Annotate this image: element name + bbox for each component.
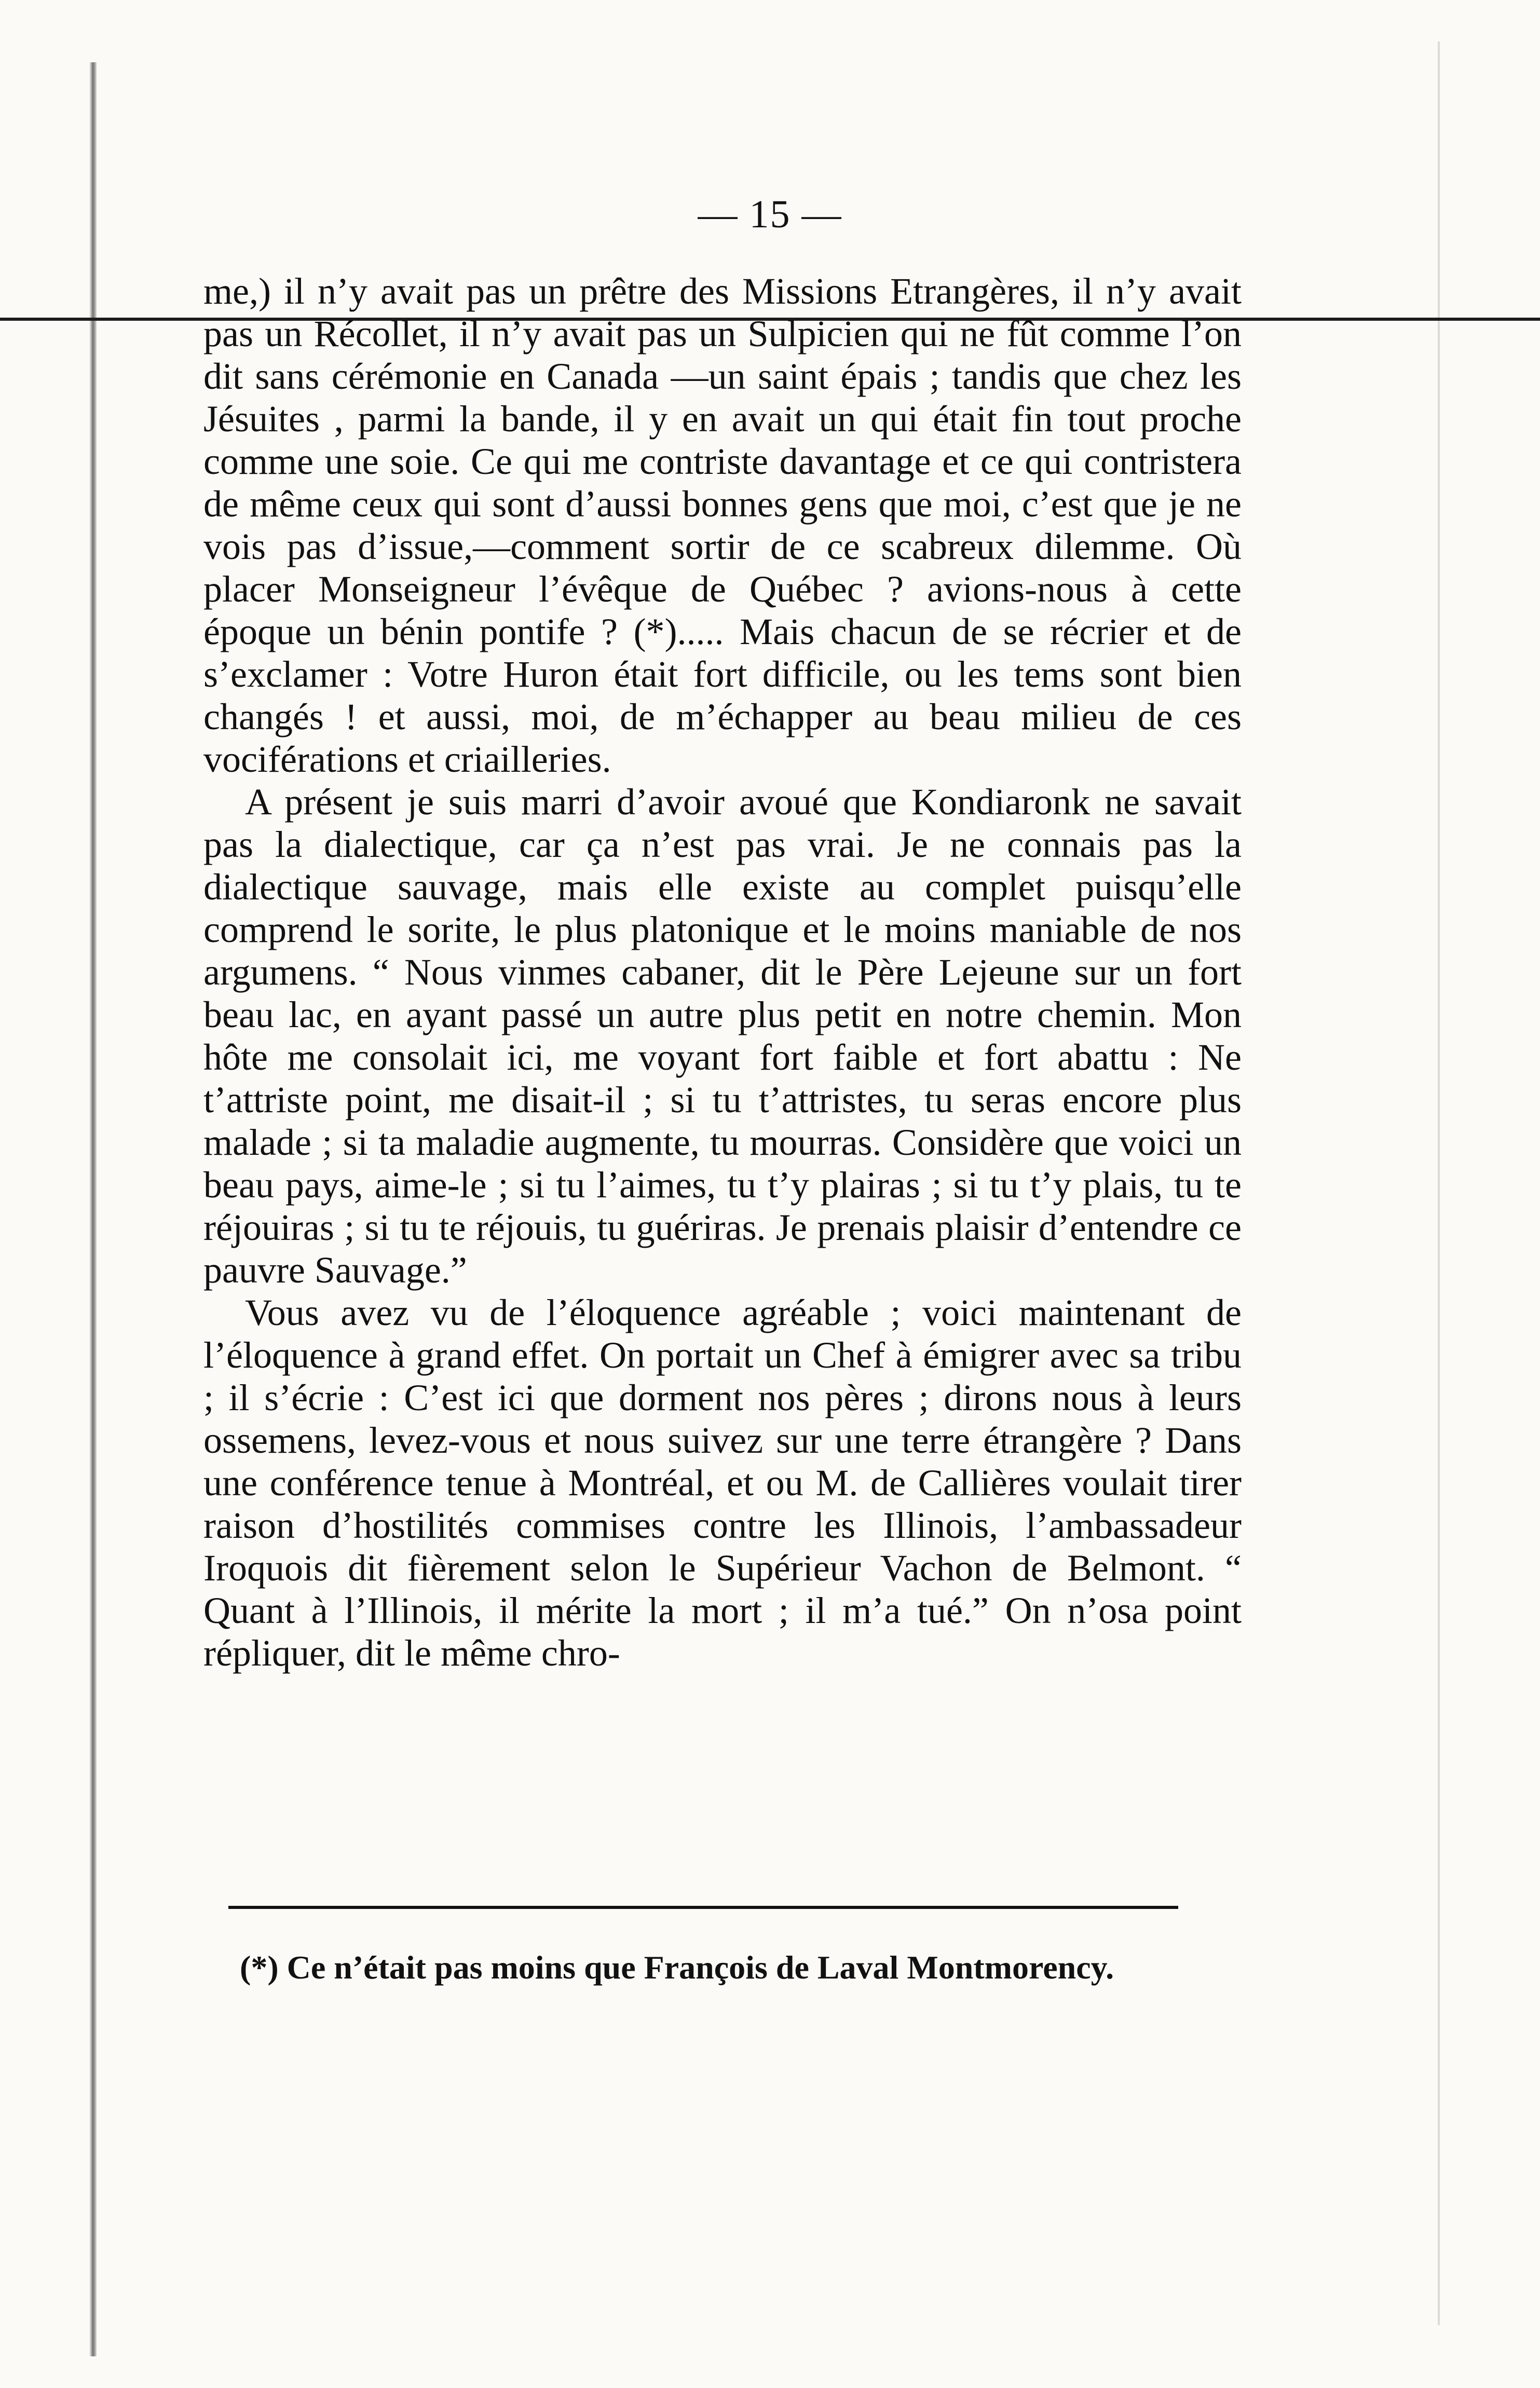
paragraph-3: Vous avez vu de l’éloquence agréable ; voici maintenant de l’éloquence à grand effet. On portait un Chef à émigrer avec sa tribu ; il s’écrie : C’est ici que dorment nos pères ; dirons nous à leurs ossemens, levez-vous et nous suivez sur une terre étrangère ? Dans une conférence tenue à Montréal, et ou M. de Callières voulait tirer raison d’hostilités commises contre les Illinois, l’ambassadeur Iroquois dit fièrement selon le Supérieur Vachon de Belmont. “ Quant à l’Illinois, il mérite la mort ; il m’a tué.” On n’osa point répliquer, dit le même chro- bbox=[203, 1292, 1242, 1674]
binding-shadow bbox=[89, 62, 97, 2356]
paragraph-1: me,) il n’y avait pas un prêtre des Missions Etrangères, il n’y avait pas un Récollet, il n’y avait pas un Sulpicien qui ne fût comme l’on dit sans cérémonie en Canada —un saint épais ; tandis que chez les Jésuites , parmi la bande, il y en avait un qui était fin tout proche comme une soie. Ce qui me contriste davantage et ce qui contristera de même ceux qui sont d’aussi bonnes gens que moi, c’est que je ne vois pas d’issue,—comment sortir de ce scabreux dilemme. Où placer Monseigneur l’évêque de Québec ? avions-nous à cette époque un bénin pontife ? (*)..... Mais chacun de se récrier et de s’exclamer : Votre Huron était fort difficile, ou les tems sont bien changés ! et aussi, moi, de m’échapper au beau milieu de ces vociférations et criailleries. bbox=[203, 270, 1242, 780]
body-text bbox=[203, 270, 1242, 1674]
page-edge bbox=[1438, 42, 1440, 2325]
paragraph-2: A présent je suis marri d’avoir avoué que Kondiaronk ne savait pas la dialectique, car ça n’est pas vrai. Je ne connais pas la dialectique sauvage, mais elle existe au complet puisqu’elle comprend le sorite, le plus platonique et le moins maniable de nos argumens. “ Nous vinmes cabaner, dit le Père Lejeune sur un fort beau lac, en ayant passé un autre plus petit en notre chemin. Mon hôte me consolait ici, me voyant fort faible et fort abattu : Ne t’attriste point, me disait-il ; si tu t’attristes, tu seras encore plus malade ; si ta maladie augmente, tu mourras. Considère que voici un beau pays, aime-le ; si tu l’aimes, tu t’y plairas ; si tu t’y plais, tu te réjouiras ; si tu te réjouis, tu guériras. Je prenais plaisir d’entendre ce pauvre Sauvage.” bbox=[203, 781, 1242, 1291]
page-number: — 15 — bbox=[698, 193, 842, 236]
footnote-text: (*) Ce n’était pas moins que François de Laval Montmorency. bbox=[240, 1949, 1114, 1986]
footnote-rule bbox=[228, 1906, 1178, 1909]
footnote bbox=[203, 1947, 1242, 1988]
